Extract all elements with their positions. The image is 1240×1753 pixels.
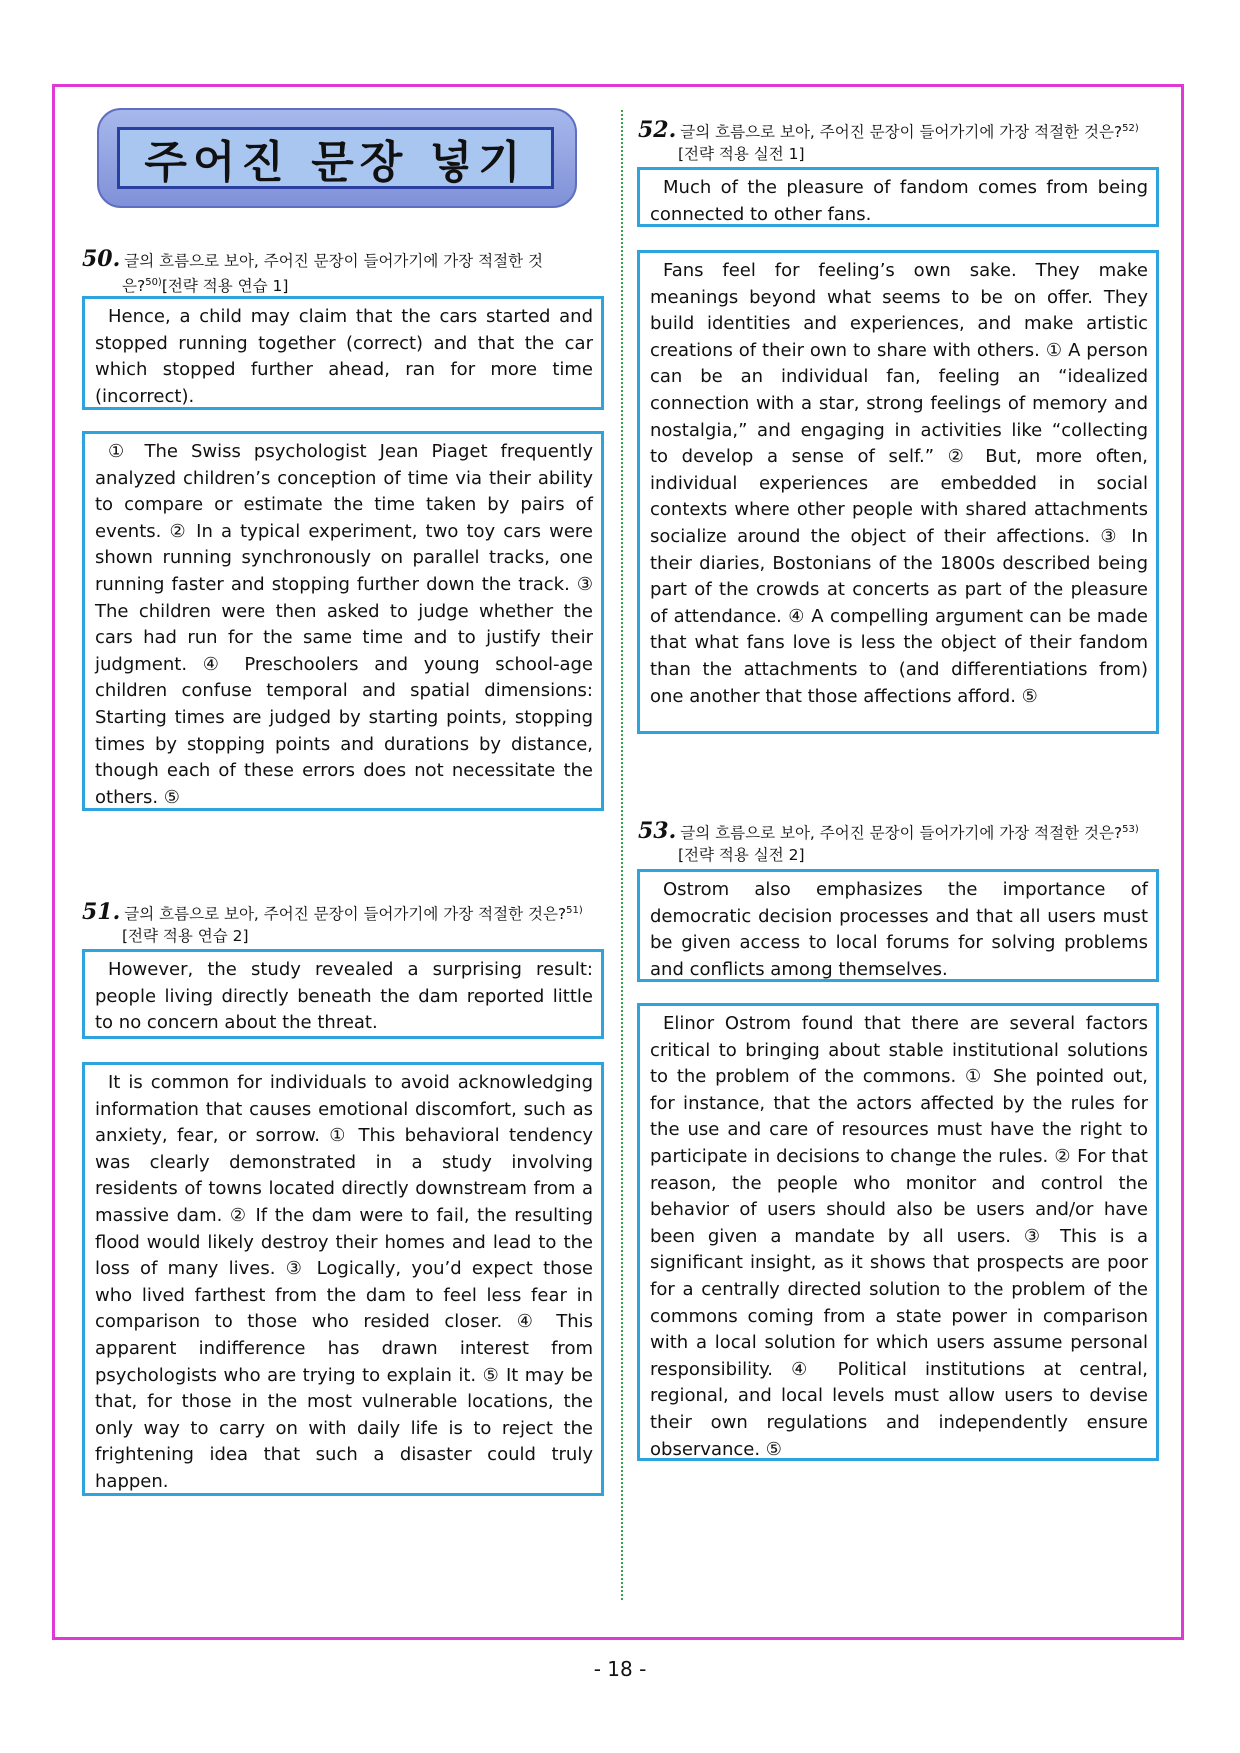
question-number: 52. (638, 117, 677, 144)
given-sentence: Hence, a child may claim that the cars started and stopped running together (correct) and that the car which stopped further ahead, ran for more time (incorrect). (95, 306, 593, 407)
question-prompt: 글의 흐름으로 보아, 주어진 문장이 들어가기에 가장 적절한 것 (124, 252, 543, 270)
question-prompt: 글의 흐름으로 보아, 주어진 문장이 들어가기에 가장 적절한 것은? (124, 905, 567, 924)
footnote-ref: 50) (145, 277, 162, 288)
question-52-header (638, 118, 1168, 165)
passage-text: It is common for individuals to avoid acknowledging information that causes emotional discomfort, such as anxiety, fear, or sorrow. ① This behavioral tendency was clearly demonstrated in a study involving residents of towns located directly downstream from a massive dam. ② If the dam were to fail, the resulting flood would likely destroy their homes and lead to the loss of many lives. ③ Logically, you’d expect those who lived farthest from the dam to feel less fear in comparison to those who resided closer. ④ This apparent indifference has drawn interest from psychologists who are trying to explain it. ⑤ It may be that, for those in the most vulnerable locations, the only way to carry on with daily life is to reject the frightening idea that such a disaster could truly happen. (95, 1072, 593, 1492)
given-sentence-box (82, 949, 604, 1039)
given-sentence: However, the study revealed a surprising result: people living directly beneath the dam reported little to no concern about the threat. (95, 959, 593, 1034)
given-sentence-box (637, 869, 1159, 982)
passage-box (82, 431, 604, 811)
column-divider (621, 110, 623, 1600)
passage-text: Elinor Ostrom found that there are several factors critical to bringing about stable institutional solutions to the problem of the commons. ① She pointed out, for instance, that the actors affected by the rules for the use and care of resources must have the right to participate in decisions to change the rules. ② For that reason, the people who monitor and control the behavior of users should also be users and/or have been given a mandate by all users. ③ This is a significant insight, as it shows that prospects are poor for a centrally directed solution to the problem of the commons coming from a state power in comparison with a local solution for which users assume personal responsibility. ④ Political institutions at central, regional, and local levels must allow users to devise their own regulations and independently ensure observance. ⑤ (650, 1013, 1148, 1460)
passage-box (82, 1062, 604, 1496)
question-tag: [전략 적용 실전 2] (678, 846, 805, 865)
question-tag: [전략 적용 실전 1] (678, 145, 805, 164)
question-number: 50. (82, 246, 121, 272)
section-title: 주어진 문장 넣기 (144, 137, 527, 188)
question-53-header (638, 819, 1168, 866)
page-number: - 18 - (593, 1657, 647, 1681)
question-number: 53. (638, 818, 677, 845)
question-tag: [전략 적용 연습 2] (122, 927, 249, 946)
question-number: 51. (82, 899, 121, 926)
question-51-header (82, 900, 602, 947)
given-sentence: Ostrom also emphasizes the importance of democratic decision processes and that all users must be given access to local forums for solving problems and conflicts among themselves. (650, 879, 1148, 980)
question-prompt-cont: 은? (122, 277, 146, 296)
question-50-header (82, 248, 602, 297)
given-sentence-box (637, 167, 1159, 227)
passage-box (637, 1003, 1159, 1461)
passage-text: Fans feel for feeling’s own sake. They make meanings beyond what seems to be on offer. They build identities and experiences, and make artistic creations of their own to share with others. ① A person can be an individual fan, feeling an “idealized connection with a star, strong feelings of memory and nostalgia,” and engaging in activities like “collecting to develop a sense of self.” ② But, more often, individual experiences are embedded in social contexts where other people with shared attachments socialize around the object of their affections. ③ In their diaries, Bostonians of the 1800s described being part of the crowds at concerts as part of the pleasure of attendance. ④ A compelling argument can be made that what fans love is less the object of their fandom than the attachments to (and differentiations from) one another that those affections afford. ⑤ (650, 260, 1148, 707)
question-prompt: 글의 흐름으로 보아, 주어진 문장이 들어가기에 가장 적절한 것은? (680, 824, 1123, 843)
section-title-box (117, 127, 554, 189)
question-prompt: 글의 흐름으로 보아, 주어진 문장이 들어가기에 가장 적절한 것은? (680, 123, 1123, 142)
footnote-ref: 52) (1122, 123, 1139, 134)
passage-box (637, 250, 1159, 734)
passage-text: ① The Swiss psychologist Jean Piaget frequently analyzed children’s conception of time via their ability to compare or estimate the time taken by pairs of events. ② In a typical experiment, two toy cars were shown running synchronously on parallel tracks, one running faster and stopping further down the track. ③ The children were then asked to judge whether the cars had run for the same time and to justify their judgment. ④ Preschoolers and young school-age children confuse temporal and spatial dimensions: Starting times are judged by starting points, stopping times by stopping points and durations by distance, though each of these errors does not necessitate the others. ⑤ (95, 441, 593, 808)
footnote-ref: 53) (1122, 824, 1139, 835)
given-sentence-box (82, 296, 604, 410)
given-sentence: Much of the pleasure of fandom comes from being connected to other fans. (650, 177, 1148, 225)
footnote-ref: 51) (566, 905, 583, 916)
question-tag: [전략 적용 연습 1] (161, 277, 289, 296)
